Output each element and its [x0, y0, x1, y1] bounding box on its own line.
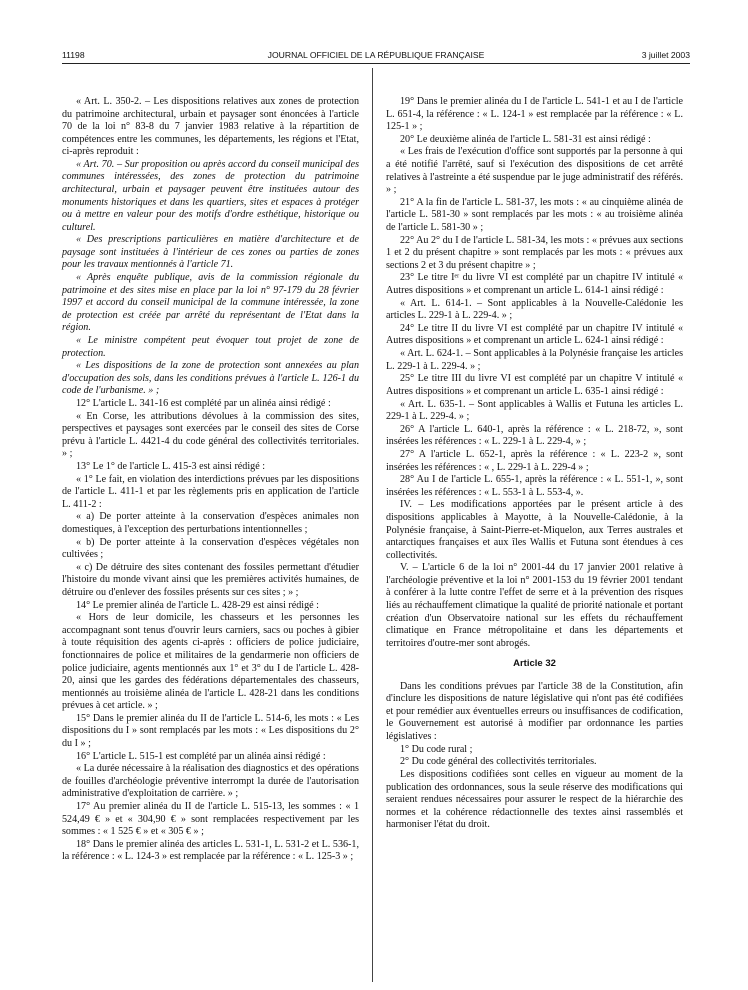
paragraph: « Art. 70. – Sur proposition ou après accord du conseil municipal des communes intéressées, des zones de protection du patrimoine architectural, urbain et paysager peuvent être instituées autour des monuments historiques et dans les quartiers, sites et espaces à protéger ou à mettre en valeur pour des motifs d'ordre esthétique, historique ou culturel. — [62, 158, 359, 233]
paragraph: 18° Dans le premier alinéa des articles L. 531-1, L. 531-2 et L. 536-1, la référence : « L. 124-3 » est remplacée par la référence : « L. 125-3 » ; — [62, 838, 359, 863]
paragraph: 27° A l'article L. 652-1, après la référence : « L. 223-2 », sont insérées les références : « , L. 229-1 à L. 229-4 » ; — [386, 449, 683, 473]
paragraph: 26° A l'article L. 640-1, après la référence : « L. 218-72, », sont insérées les références : « L. 229-1 à L. 229-4, » ; — [386, 423, 683, 448]
paragraph: IV. – Les modifications apportées par le présent article à des dispositions applicables à Mayotte, à la Nouvelle-Calédonie, à la Polynésie française, à Saint-Pierre-et-Miquelon, aux Terres australes et antarctiques françaises et aux îles Wallis et Futuna sont étendues à ces collectivités. — [386, 499, 683, 561]
right-column — [386, 96, 683, 832]
paragraph: 2° Du code général des collectivités territoriales. — [400, 756, 597, 768]
paragraph: « La durée nécessaire à la réalisation des diagnostics et des opérations de fouilles d'archéologie préventive interrompt la durée de l'autorisation administrative d'exploitation de carrière. » ; — [62, 763, 359, 800]
paragraph: « c) De détruire des sites contenant des fossiles permettant d'étudier l'histoire du monde vivant ainsi que les premières activités humaines, de détruire ou d'enlever des fossiles présents sur ces sites ; » ; — [62, 561, 359, 599]
paragraph: « Hors de leur domicile, les chasseurs et les personnes les accompagnant sont tenus d'ouvrir leurs carniers, sacs ou poches à gibier à toute réquisition des agents ci-après : officiers de police judiciaire, fonctionnaires de police et militaires de la gendarmerie non officiers de police judiciaire, agents mentionnés aux 1° et 3° du I de l'article L. 428-20, ainsi que les gardes des fédérations départementales des chasseurs, mentionnés au troisième alinéa de l'article L. 428-21 dans les conditions prévues à cet article. » ; — [62, 612, 359, 712]
paragraph: « Les frais de l'exécution d'office sont supportés par la personne à qui a été notifié l'arrêté, sauf si l'exécution des dispositions de cet arrêté relatives à l'astreinte a été suspendue par le juge administratif des référés. » ; — [386, 146, 683, 196]
paragraph: Les dispositions codifiées sont celles en vigueur au moment de la publication des ordonnances, sous la seule réserve des modifications qui seraient rendues nécessaires pour assurer le respect de la hiérarchie des normes et la cohérence rédactionnelle des textes ainsi rassemblés et harmoniser l'état du droit. — [386, 768, 683, 831]
paragraph: « Des prescriptions particulières en matière d'architecture et de paysage sont instituées à l'intérieur de ces zones ou parties de zones pour les travaux mentionnés à l'article 71. — [62, 234, 359, 271]
paragraph: « 1° Le fait, en violation des interdictions prévues par les dispositions de l'article L. 411-1 et par les règlements pris en application de l'article L. 411-2 : — [62, 473, 359, 510]
paragraph: « Après enquête publique, avis de la commission régionale du patrimoine et des sites mise en place par la loi n° 97-179 du 28 février 1997 et accord du conseil municipal de la commune intéressée, la zone de protection est créée par arrêté du représentant de l'Etat dans la région. — [62, 272, 359, 334]
journal-title: JOURNAL OFFICIEL DE LA RÉPUBLIQUE FRANÇAISE — [267, 50, 485, 60]
paragraph: 19° Dans le premier alinéa du I de l'article L. 541-1 et au I de l'article L. 651-4, la référence : « L. 124-1 » est remplacée par la référence : « L. 125-1 » ; — [386, 96, 683, 133]
paragraph: 15° Dans le premier alinéa du II de l'article L. 514-6, les mots : « Les dispositions du I » sont remplacés par les mots : « Les dispositions du 2° du I » ; — [62, 712, 359, 749]
paragraph: 1° Du code rural ; — [400, 743, 473, 755]
paragraph: 25° Le titre III du livre VI est complété par un chapitre V intitulé « Autres dispositions » et comprenant un article L. 635-1 ainsi rédigé : — [386, 373, 683, 397]
paragraph: « b) De porter atteinte à la conservation d'espèces végétales non cultivées ; — [62, 536, 359, 561]
paragraph: 21° A la fin de l'article L. 581-37, les mots : « au cinquième alinéa de l'article L. 581-30 » sont remplacés par les mots : « au troisième alinéa de l'article L. 581-30 » ; — [386, 196, 683, 233]
paragraph: « Art. L. 614-1. – Sont applicables à la Nouvelle-Calédonie les articles L. 229-1 à L. 229-4. » ; — [386, 297, 683, 322]
paragraph: « Les dispositions de la zone de protection sont annexées au plan d'occupation des sols, dans les conditions prévues à l'article L. 126-1 du code de l'urbanisme. » ; — [62, 360, 359, 397]
paragraph: Dans les conditions prévues par l'article 38 de la Constitution, afin d'inclure les dispositions de nature législative qui n'ont pas été codifiées et pour remédier aux éventuelles erreurs ou insuffisances de codification, le Gouvernement est autorisé à modifier par ordonnance les parties législatives : — [386, 680, 683, 742]
paragraph: 16° L'article L. 515-1 est complété par un alinéa ainsi rédigé : — [76, 750, 326, 762]
paragraph: V. – L'article 6 de la loi n° 2001-44 du 17 janvier 2001 relative à l'archéologie préventive et la loi n° 2001-153 du 19 février 2001 tendant à conférer à la lutte contre l'effet de serre et à la prévention des risques liés au réchauffement climatique la qualité de priorité nationale et portant création d'un Observatoire national sur les effets du réchauffement climatique en France métropolitaine et dans les départements et territoires d'outre-mer sont abrogés. — [386, 562, 683, 649]
article-heading: Article 32 — [513, 658, 556, 670]
paragraph: « En Corse, les attributions dévolues à la commission des sites, perspectives et paysages sont exercées par le conseil des sites de Corse prévu à l'article L. 4421-4 du code général des collectivités territoriales. » ; — [62, 410, 359, 460]
paragraph: 12° L'article L. 341-16 est complété par un alinéa ainsi rédigé : — [76, 397, 331, 409]
paragraph: « Art. L. 624-1. – Sont applicables à la Polynésie française les articles L. 229-1 à L. 229-4. » ; — [386, 348, 683, 372]
page-number: 11198 — [62, 50, 85, 60]
header-rule — [62, 63, 690, 64]
paragraph: 20° Le deuxième alinéa de l'article L. 581-31 est ainsi rédigé : — [400, 133, 651, 145]
left-column — [62, 96, 359, 864]
paragraph: « Le ministre compétent peut évoquer tout projet de zone de protection. — [62, 334, 359, 359]
paragraph: « a) De porter atteinte à la conservation d'espèces animales non domestiques, à l'exception des perturbations intentionnelles ; — [62, 511, 359, 535]
column-divider — [372, 68, 373, 982]
paragraph: 23° Le titre Iᵉʳ du livre VI est complété par un chapitre IV intitulé « Autres dispositions » et comprenant un article L. 614-1 ainsi rédigé : — [386, 272, 683, 296]
publication-date: 3 juillet 2003 — [641, 50, 690, 60]
paragraph: 24° Le titre II du livre VI est complété par un chapitre IV intitulé « Autres dispositions » et comprenant un article L. 624-1 ainsi rédigé : — [386, 322, 683, 347]
paragraph: 28° Au I de l'article L. 655-1, après la référence : « L. 551-1, », sont insérées les références : « L. 553-1 à L. 553-4, ». — [386, 474, 683, 498]
paragraph: 13° Le 1° de l'article L. 415-3 est ainsi rédigé : — [76, 460, 265, 472]
paragraph: « Art. L. 635-1. – Sont applicables à Wallis et Futuna les articles L. 229-1 à L. 229-4. » ; — [386, 398, 683, 423]
paragraph: 22° Au 2° du I de l'article L. 581-34, les mots : « prévues aux sections 1 et 2 du présent chapitre » sont remplacés par les mots : « prévues aux sections 2 et 3 du présent chapitre » ; — [386, 234, 683, 271]
page-header — [62, 50, 690, 64]
paragraph: « Art. L. 350-2. – Les dispositions relatives aux zones de protection du patrimoine architectural, urbain et paysager sont énoncées à l'article 70 de la loi n° 83-8 du 7 janvier 1983 relative à la répartition de compétences entre les communes, les départements, les régions et l'Etat, ci-après reproduit : — [62, 96, 359, 158]
paragraph: 17° Au premier alinéa du II de l'article L. 515-13, les sommes : « 1 524,49 € » et « 304,90 € » sont remplacées respectivement par les sommes : « 1 525 € » et « 305 € » ; — [62, 801, 359, 838]
paragraph: 14° Le premier alinéa de l'article L. 428-29 est ainsi rédigé : — [76, 599, 319, 611]
